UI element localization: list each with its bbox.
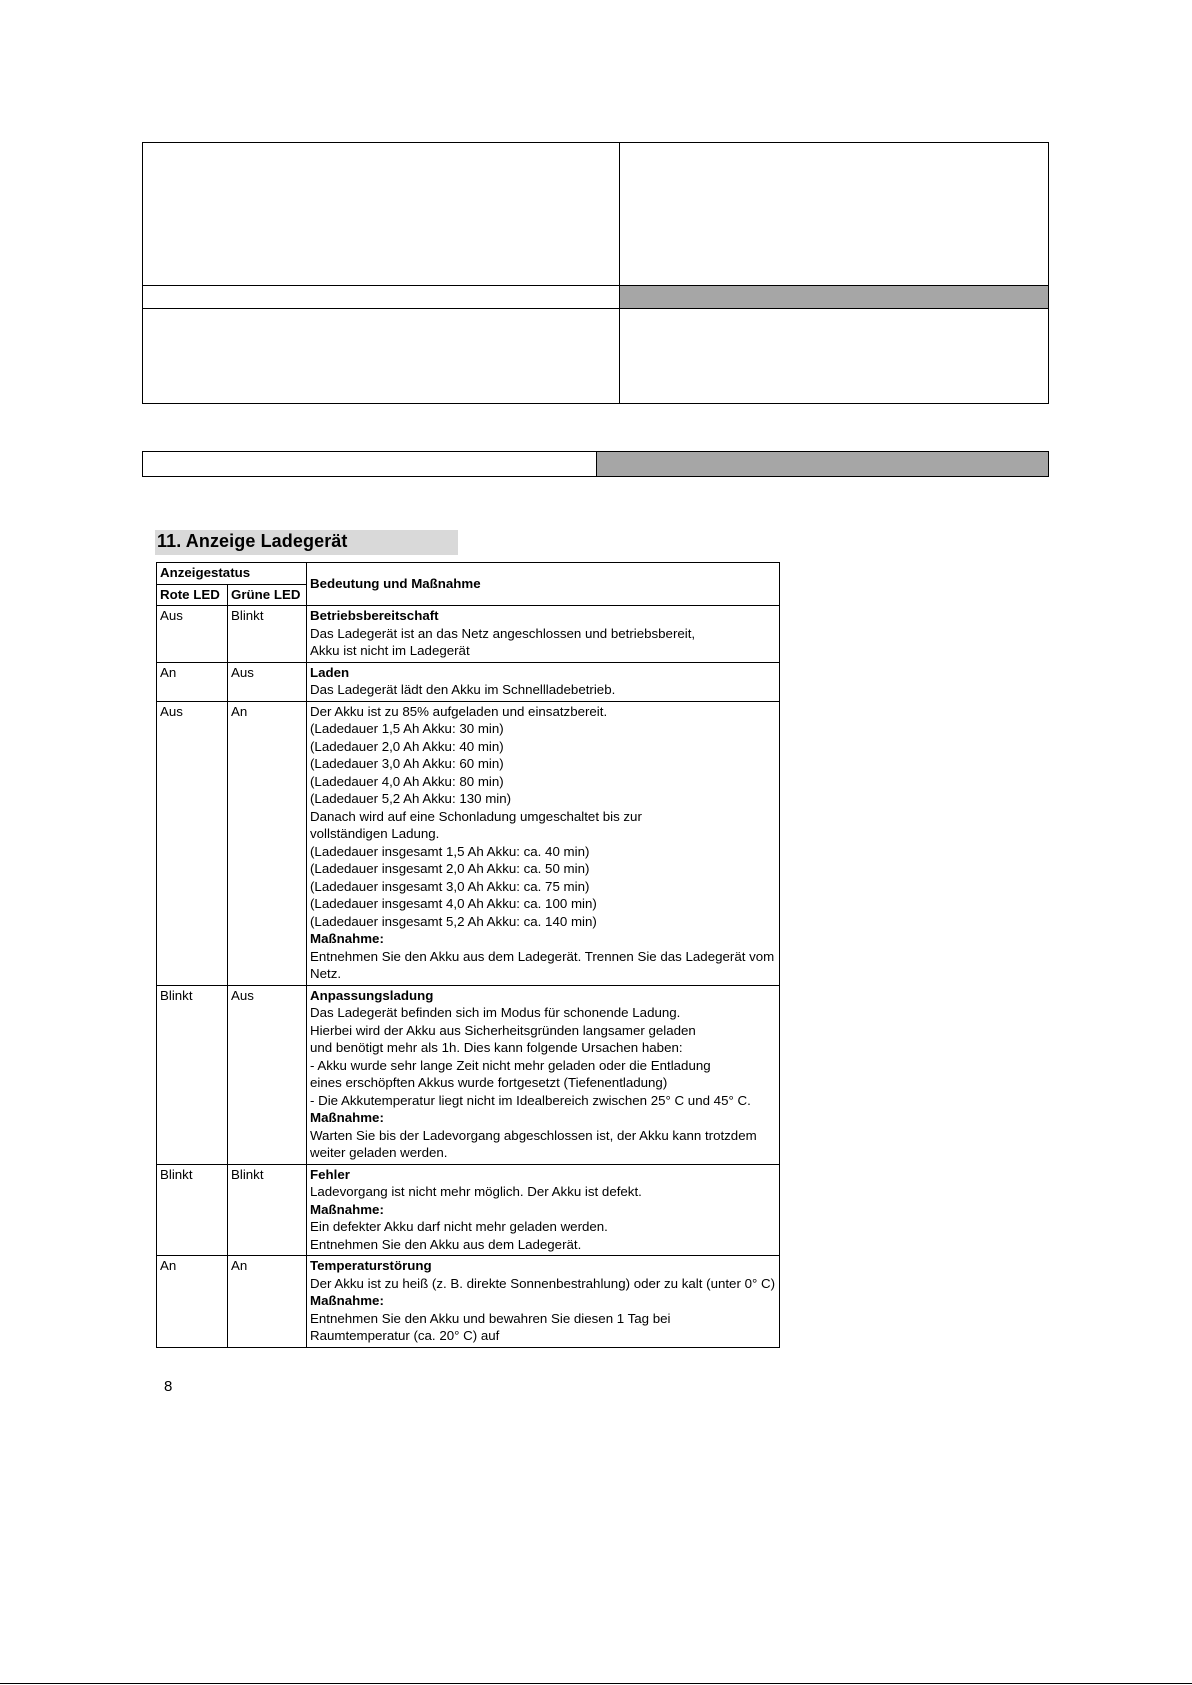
measure-label: Maßnahme: bbox=[310, 1293, 384, 1308]
meaning-line: und benötigt mehr als 1h. Dies kann folgende Ursachen haben: bbox=[310, 1040, 683, 1055]
red-led-state: An bbox=[157, 1256, 228, 1348]
table-row bbox=[157, 985, 780, 1164]
meaning-line: Das Ladegerät befinden sich im Modus für schonende Ladung. bbox=[310, 1005, 681, 1020]
meaning-line: Das Ladegerät ist an das Netz angeschlossen und betriebsbereit, bbox=[310, 625, 696, 641]
meaning-line: (Ladedauer insgesamt 5,2 Ah Akku: ca. 140 min) bbox=[310, 913, 597, 929]
red-led-state: Blinkt bbox=[157, 985, 228, 1164]
empty-box-mid-left bbox=[142, 308, 620, 404]
red-led-state: An bbox=[157, 662, 228, 701]
empty-box-top-right bbox=[619, 142, 1049, 286]
measure-line: Entnehmen Sie den Akku aus dem Ladegerät. Trennen Sie das Ladegerät vom bbox=[310, 948, 775, 964]
meaning-line: (Ladedauer 4,0 Ah Akku: 80 min) bbox=[310, 773, 504, 789]
meaning-title: Laden bbox=[310, 664, 350, 680]
meaning-cell bbox=[307, 1164, 780, 1256]
measure-line: Warten Sie bis der Ladevorgang abgeschlossen ist, der Akku kann trotzdem bbox=[310, 1127, 757, 1143]
header-meaning: Bedeutung und Maßnahme bbox=[307, 563, 780, 606]
grey-bar-lower-right bbox=[596, 451, 1049, 477]
meaning-line: (Ladedauer 3,0 Ah Akku: 60 min) bbox=[310, 756, 504, 771]
measure-label: Maßnahme: bbox=[310, 1201, 384, 1217]
header-status-group: Anzeigestatus bbox=[157, 563, 307, 585]
measure-line: Entnehmen Sie den Akku und bewahren Sie diesen 1 Tag bei bbox=[310, 1310, 671, 1326]
measure-line: Entnehmen Sie den Akku aus dem Ladegerät. bbox=[310, 1236, 582, 1252]
empty-bar-lower-left bbox=[142, 451, 597, 477]
meaning-cell bbox=[307, 606, 780, 663]
measure-line: weiter geladen werden. bbox=[310, 1145, 448, 1160]
page-bottom-rule bbox=[0, 1683, 1192, 1684]
table-row bbox=[157, 1164, 780, 1256]
meaning-cell bbox=[307, 1256, 780, 1348]
measure-label: Maßnahme: bbox=[310, 931, 384, 946]
led-status-table bbox=[156, 562, 780, 1348]
measure-line: Ein defekter Akku darf nicht mehr geladen werden. bbox=[310, 1219, 608, 1234]
meaning-line: (Ladedauer insgesamt 3,0 Ah Akku: ca. 75 min) bbox=[310, 878, 590, 894]
meaning-line: Das Ladegerät lädt den Akku im Schnellladebetrieb. bbox=[310, 682, 616, 697]
meaning-line: vollständigen Ladung. bbox=[310, 826, 440, 841]
green-led-state: Blinkt bbox=[228, 1164, 307, 1256]
empty-bar-left bbox=[142, 285, 620, 309]
meaning-line: Der Akku ist zu heiß (z. B. direkte Sonnenbestrahlung) oder zu kalt (unter 0° C) bbox=[310, 1275, 776, 1291]
table-row bbox=[157, 1256, 780, 1348]
meaning-cell bbox=[307, 662, 780, 701]
red-led-state: Aus bbox=[157, 606, 228, 663]
page-number: 8 bbox=[164, 1378, 173, 1395]
header-red-led: Rote LED bbox=[157, 584, 228, 606]
meaning-line: (Ladedauer insgesamt 1,5 Ah Akku: ca. 40 min) bbox=[310, 843, 590, 859]
meaning-line: Der Akku ist zu 85% aufgeladen und einsatzbereit. bbox=[310, 703, 608, 719]
green-led-state: An bbox=[228, 1256, 307, 1348]
meaning-line: Ladevorgang ist nicht mehr möglich. Der Akku ist defekt. bbox=[310, 1184, 642, 1199]
measure-line: Raumtemperatur (ca. 20° C) auf bbox=[310, 1328, 500, 1343]
meaning-line: (Ladedauer 2,0 Ah Akku: 40 min) bbox=[310, 738, 504, 754]
meaning-line: Danach wird auf eine Schonladung umgeschaltet bis zur bbox=[310, 808, 642, 824]
meaning-line: (Ladedauer 1,5 Ah Akku: 30 min) bbox=[310, 721, 504, 736]
empty-box-mid-right bbox=[619, 308, 1049, 404]
table-row bbox=[157, 662, 780, 701]
measure-line: Netz. bbox=[310, 966, 342, 981]
meaning-line: - Akku wurde sehr lange Zeit nicht mehr geladen oder die Entladung bbox=[310, 1057, 711, 1073]
meaning-line: - Die Akkutemperatur liegt nicht im Idealbereich zwischen 25° C und 45° C. bbox=[310, 1092, 751, 1108]
meaning-line: (Ladedauer insgesamt 2,0 Ah Akku: ca. 50 min) bbox=[310, 861, 590, 876]
empty-box-top-left bbox=[142, 142, 620, 286]
meaning-line: (Ladedauer insgesamt 4,0 Ah Akku: ca. 100 min) bbox=[310, 896, 597, 911]
green-led-state: Aus bbox=[228, 985, 307, 1164]
section-heading: 11. Anzeige Ladegerät bbox=[157, 531, 348, 551]
header-green-led: Grüne LED bbox=[228, 584, 307, 606]
red-led-state: Blinkt bbox=[157, 1164, 228, 1256]
meaning-title: Fehler bbox=[310, 1166, 350, 1182]
meaning-title: Betriebsbereitschaft bbox=[310, 608, 439, 623]
meaning-line: Akku ist nicht im Ladegerät bbox=[310, 643, 470, 658]
table-row bbox=[157, 606, 780, 663]
red-led-state: Aus bbox=[157, 701, 228, 985]
measure-label: Maßnahme: bbox=[310, 1110, 384, 1125]
table-row bbox=[157, 701, 780, 985]
meaning-line: (Ladedauer 5,2 Ah Akku: 130 min) bbox=[310, 791, 512, 806]
meaning-title: Temperaturstörung bbox=[310, 1258, 432, 1273]
green-led-state: Aus bbox=[228, 662, 307, 701]
meaning-line: eines erschöpften Akkus wurde fortgesetzt (Tiefenentladung) bbox=[310, 1075, 668, 1090]
meaning-cell bbox=[307, 985, 780, 1164]
green-led-state: An bbox=[228, 701, 307, 985]
grey-bar-right bbox=[619, 285, 1049, 309]
meaning-title: Anpassungsladung bbox=[310, 987, 434, 1003]
meaning-line: Hierbei wird der Akku aus Sicherheitsgründen langsamer geladen bbox=[310, 1022, 696, 1038]
green-led-state: Blinkt bbox=[228, 606, 307, 663]
meaning-cell bbox=[307, 701, 780, 985]
